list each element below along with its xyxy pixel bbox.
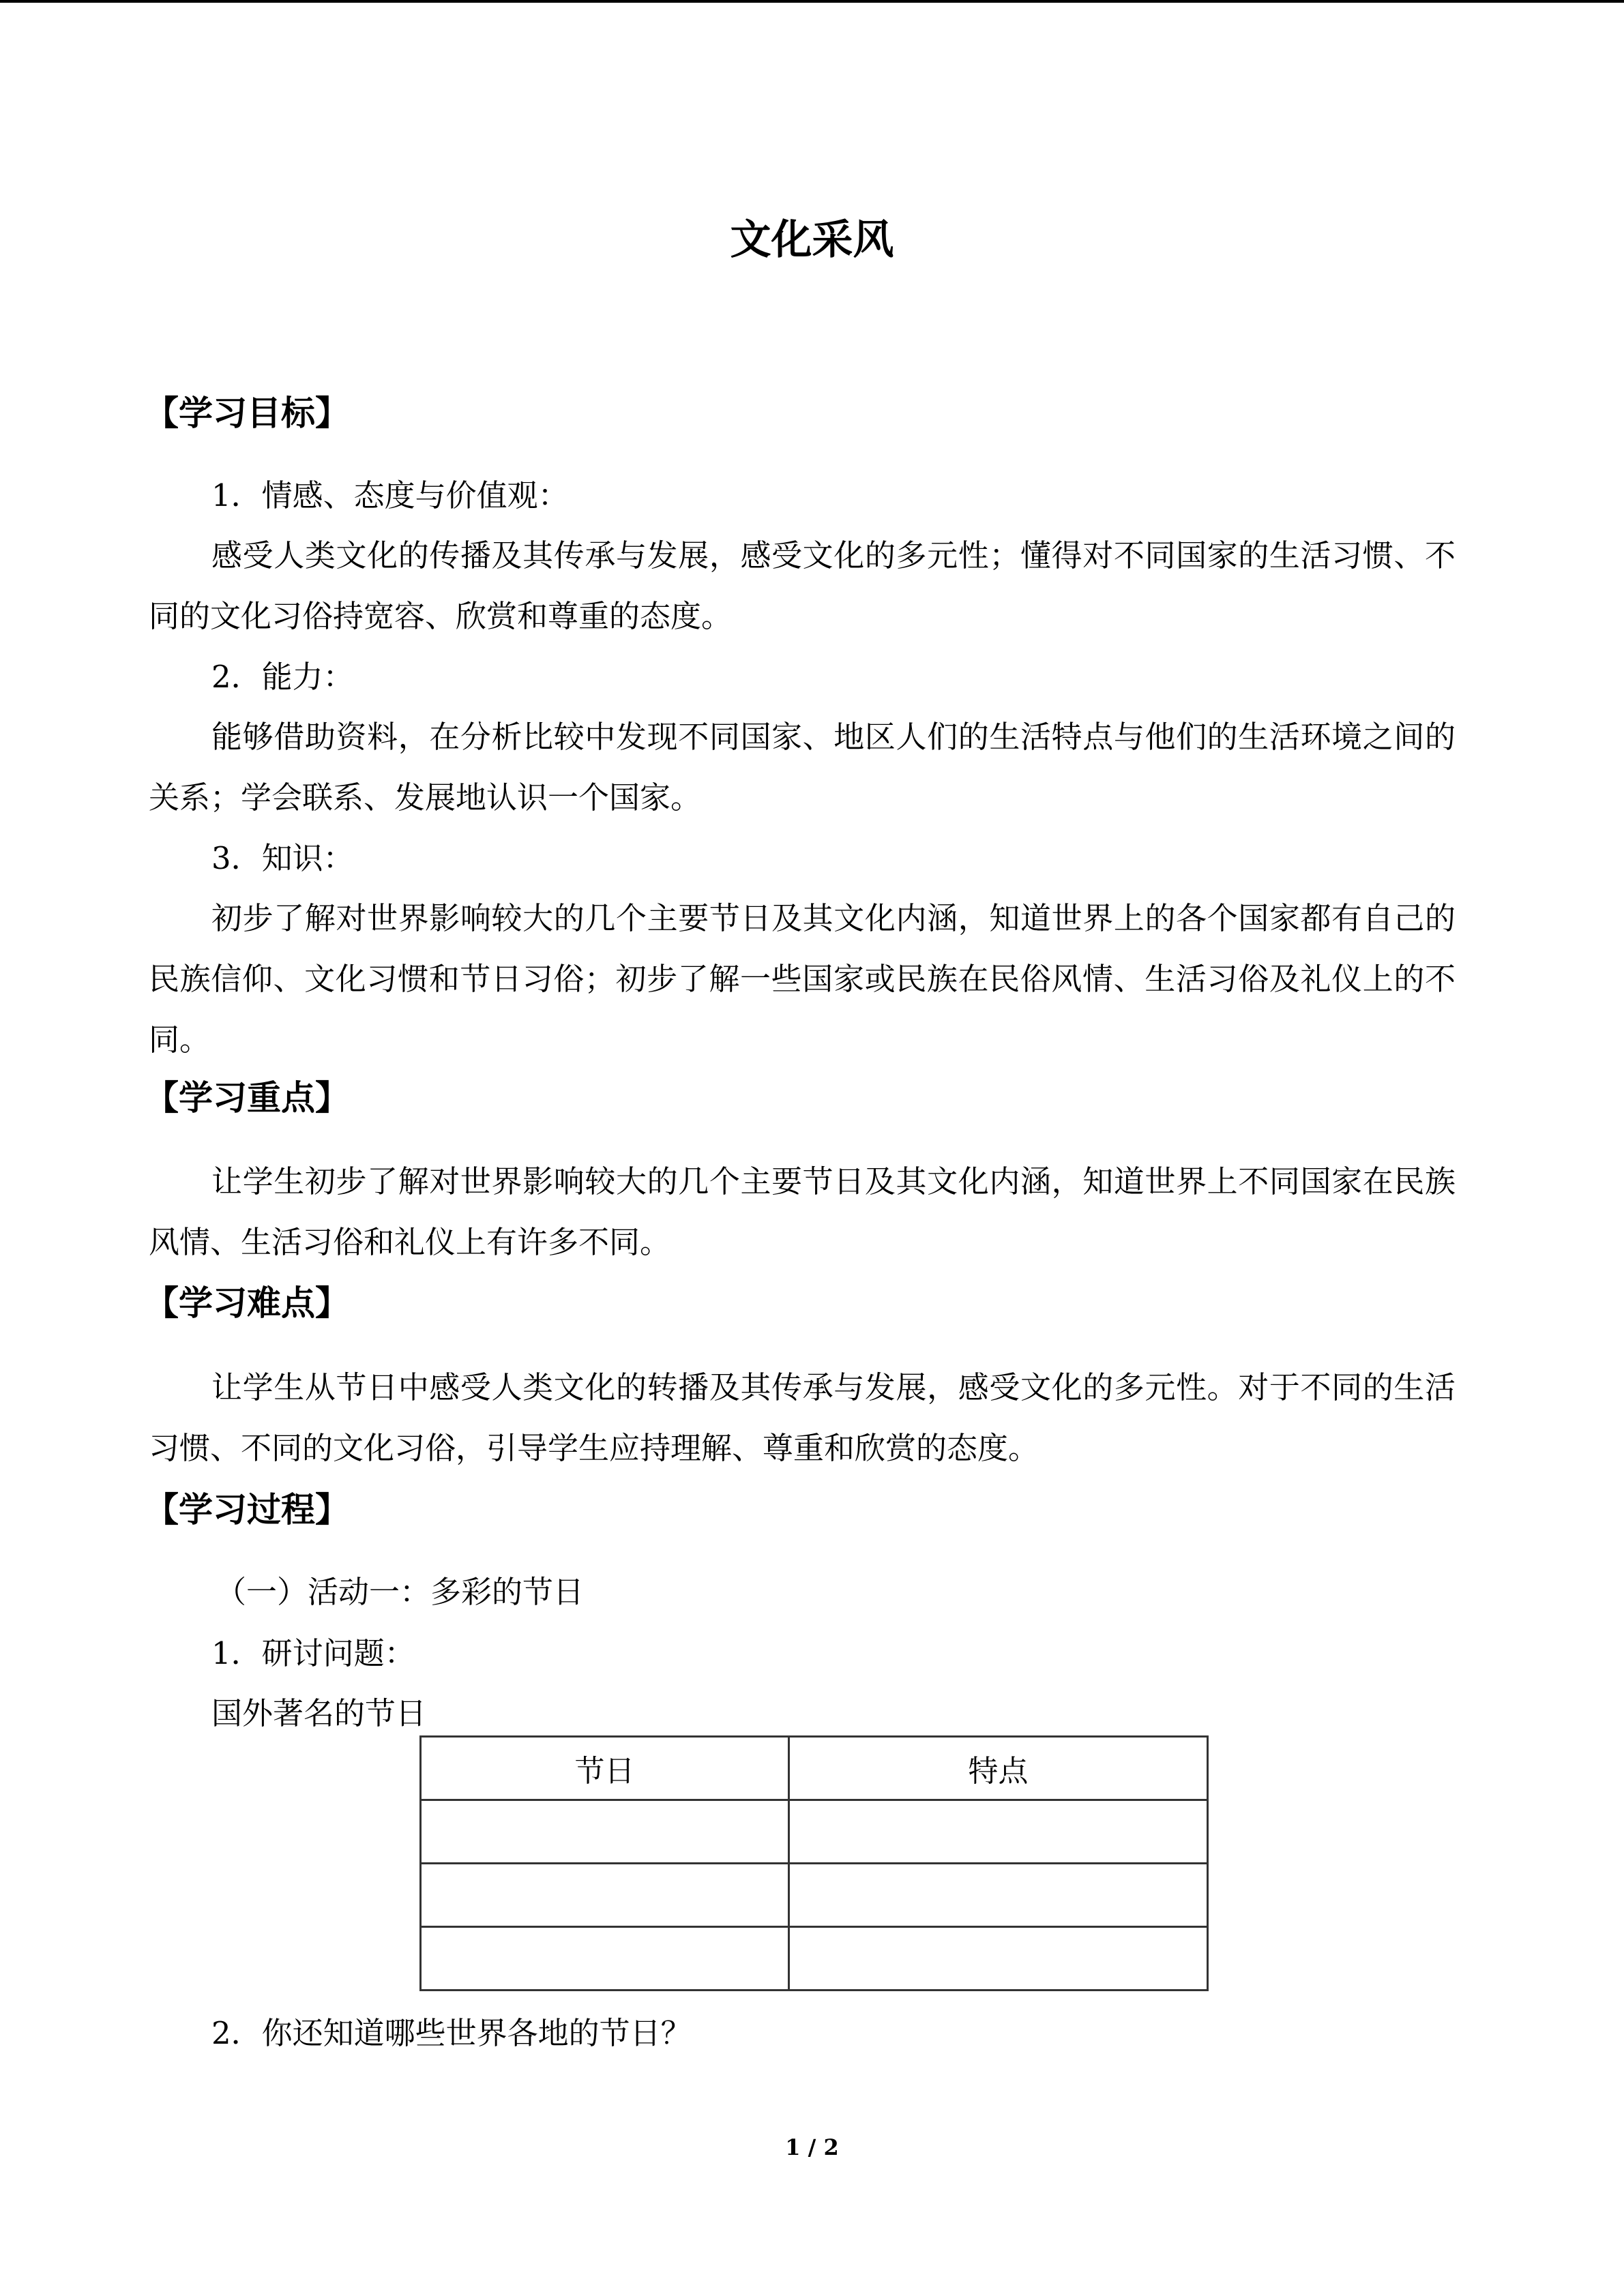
page-number: 1 / 2 — [785, 2134, 839, 2160]
goal-item-3-text: 初步了解对世界影响较大的几个主要节日及其文化内涵，知道世界上的各个国家都有自己的民族信仰、文化习惯和节日习俗；初步了解一些国家或民族在民俗风情、生活习俗及礼仪上的不同。 — [149, 900, 1456, 1058]
table-caption: 国外著名的节日 — [211, 1695, 427, 1731]
table-header-row — [421, 1737, 1208, 1800]
table-cell — [421, 1927, 789, 1991]
activity-title: （一）活动一：多彩的节日 — [216, 1574, 585, 1610]
section-heading-goals: 【学习目标】 — [145, 393, 349, 433]
table-header-feature: 特点 — [789, 1737, 1208, 1800]
section-heading-difficulties: 【学习难点】 — [145, 1283, 349, 1323]
question-2-text: 2．你还知道哪些世界各地的节日？ — [211, 2015, 692, 2051]
festival-table — [419, 1735, 1209, 1991]
table-row — [421, 1800, 1208, 1864]
top-border-line — [0, 0, 1624, 3]
goal-item-2-title: 2．能力： — [211, 659, 354, 695]
table-row — [421, 1927, 1208, 1991]
goal-item-1-text: 感受人类文化的传播及其传承与发展，感受文化的多元性；懂得对不同国家的生活习惯、不同的文化习俗持宽容、欣赏和尊重的态度。 — [149, 537, 1456, 634]
goal-item-3-title: 3．知识： — [211, 840, 354, 876]
table-cell — [421, 1800, 789, 1864]
table-cell — [421, 1864, 789, 1927]
table-cell — [789, 1927, 1208, 1991]
table-header-festival: 节日 — [421, 1737, 789, 1800]
table-row — [421, 1864, 1208, 1927]
page-title: 文化采风 — [730, 216, 894, 264]
goal-item-2-text: 能够借助资料，在分析比较中发现不同国家、地区人们的生活特点与他们的生活环境之间的关系；学会联系、发展地认识一个国家。 — [149, 719, 1456, 816]
table-cell — [789, 1864, 1208, 1927]
question-1-title: 1．研讨问题： — [211, 1635, 415, 1671]
section-heading-key-points: 【学习重点】 — [145, 1078, 349, 1118]
table-cell — [789, 1800, 1208, 1864]
goal-item-1-title: 1．情感、态度与价值观： — [211, 477, 569, 513]
difficulties-text: 让学生从节日中感受人类文化的转播及其传承与发展，感受文化的多元性。对于不同的生活习惯、不同的文化习俗，引导学生应持理解、尊重和欣赏的态度。 — [149, 1369, 1456, 1466]
key-points-text: 让学生初步了解对世界影响较大的几个主要节日及其文化内涵，知道世界上不同国家在民族风情、生活习俗和礼仪上有许多不同。 — [149, 1163, 1456, 1260]
section-heading-process: 【学习过程】 — [145, 1490, 349, 1530]
